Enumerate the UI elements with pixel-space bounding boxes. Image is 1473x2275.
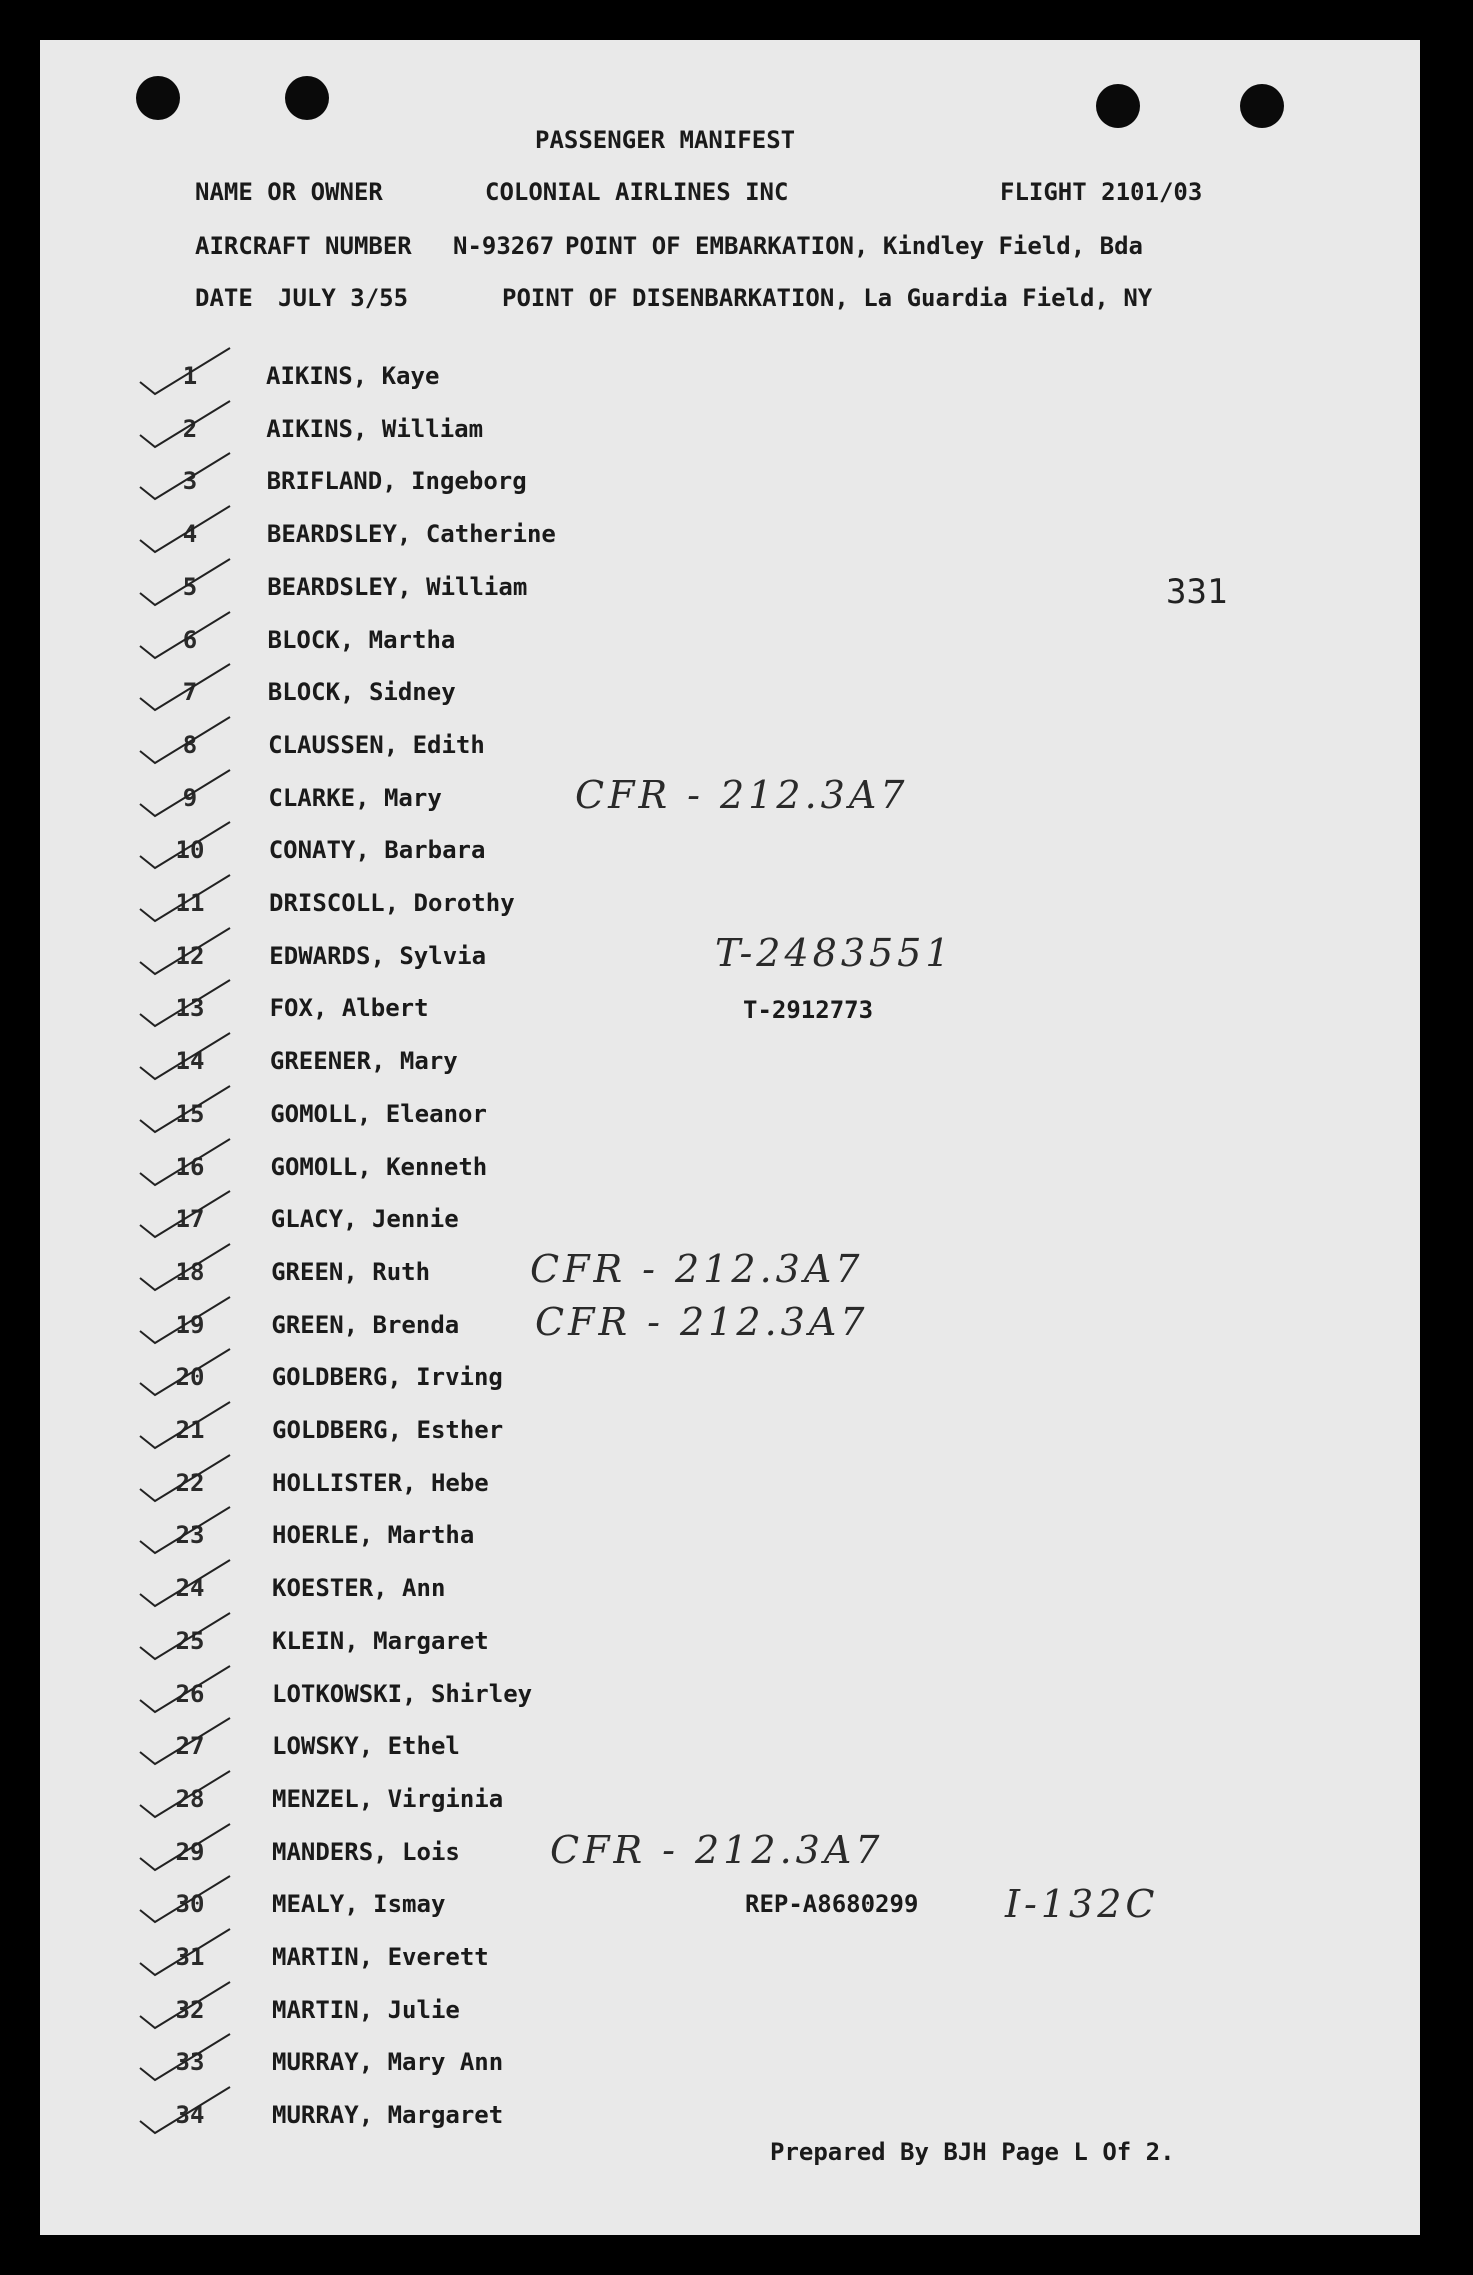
passenger-number: 24 bbox=[175, 1574, 205, 1602]
passenger-number: 12 bbox=[175, 942, 205, 970]
passenger-number: 9 bbox=[182, 784, 198, 812]
passenger-number: 7 bbox=[182, 678, 198, 706]
passenger-name: GOLDBERG, Esther bbox=[272, 1416, 504, 1444]
passenger-number: 10 bbox=[175, 836, 205, 864]
passenger-number: 1 bbox=[182, 362, 198, 390]
passenger-number: 17 bbox=[175, 1205, 205, 1233]
passenger-name: AIKINS, Kaye bbox=[266, 362, 440, 390]
passenger-number: 21 bbox=[175, 1416, 205, 1444]
passenger-number: 20 bbox=[175, 1363, 205, 1391]
passenger-number: 15 bbox=[175, 1100, 205, 1128]
passenger-number: 11 bbox=[175, 889, 205, 917]
embarkation: POINT OF EMBARKATION, Kindley Field, Bda bbox=[565, 232, 1143, 260]
punch-hole bbox=[136, 76, 180, 120]
passenger-name: MEALY, Ismay bbox=[272, 1890, 446, 1918]
passenger-number: 8 bbox=[182, 731, 198, 759]
annotation-rep: REP-A8680299 bbox=[745, 1890, 919, 1918]
passenger-number: 3 bbox=[182, 467, 198, 495]
passenger-number: 33 bbox=[175, 2048, 205, 2076]
passenger-number: 34 bbox=[175, 2101, 205, 2129]
passenger-number: 23 bbox=[175, 1521, 205, 1549]
annotation-code: I-132C bbox=[1005, 1882, 1159, 1926]
annotation-cfr: CFR - 212.3A7 bbox=[530, 1247, 864, 1291]
aircraft-label: AIRCRAFT NUMBER bbox=[195, 232, 412, 260]
passenger-number: 2 bbox=[182, 415, 198, 443]
annotation-ticket: T-2912773 bbox=[743, 996, 874, 1024]
flight-number: FLIGHT 2101/03 bbox=[1000, 178, 1203, 206]
page-stamp: 331 bbox=[1166, 572, 1228, 612]
passenger-name: MARTIN, Everett bbox=[272, 1943, 489, 1971]
passenger-number: 27 bbox=[175, 1732, 205, 1760]
passenger-number: 28 bbox=[175, 1785, 205, 1813]
passenger-name: MURRAY, Margaret bbox=[272, 2101, 504, 2129]
passenger-name: BLOCK, Sidney bbox=[267, 678, 456, 706]
passenger-number: 16 bbox=[175, 1153, 205, 1181]
passenger-number: 18 bbox=[175, 1258, 205, 1286]
passenger-name: BEARDSLEY, Catherine bbox=[266, 520, 556, 548]
manifest-page bbox=[40, 40, 1420, 2235]
passenger-name: HOLLISTER, Hebe bbox=[272, 1469, 489, 1497]
passenger-number: 4 bbox=[182, 520, 198, 548]
passenger-number: 5 bbox=[182, 573, 198, 601]
passenger-name: GOMOLL, Kenneth bbox=[270, 1153, 488, 1181]
annotation-cfr: CFR - 212.3A7 bbox=[550, 1828, 884, 1872]
passenger-name: CLAUSSEN, Edith bbox=[268, 731, 485, 759]
passenger-name: MARTIN, Julie bbox=[272, 1996, 460, 2024]
aircraft-number: N-93267 bbox=[453, 232, 555, 260]
owner-label: NAME OR OWNER bbox=[195, 178, 383, 206]
disembarkation: POINT OF DISENBARKATION, La Guardia Field, NY bbox=[502, 284, 1153, 312]
check-marks bbox=[40, 40, 1420, 2235]
annotation-cfr: CFR - 212.3A7 bbox=[575, 773, 909, 817]
passenger-number: 14 bbox=[175, 1047, 205, 1075]
passenger-name: MANDERS, Lois bbox=[272, 1838, 460, 1866]
passenger-name: GOLDBERG, Irving bbox=[271, 1363, 503, 1391]
passenger-name: LOWSKY, Ethel bbox=[272, 1732, 460, 1760]
passenger-number: 19 bbox=[175, 1311, 205, 1339]
passenger-name: MURRAY, Mary Ann bbox=[272, 2048, 504, 2076]
punch-hole bbox=[1240, 84, 1284, 128]
annotation-ticket: T-2483551 bbox=[715, 931, 954, 975]
footer-prepared-by: Prepared By BJH Page L Of 2. bbox=[770, 2138, 1175, 2166]
passenger-name: AIKINS, William bbox=[266, 415, 484, 443]
passenger-name: GLACY, Jennie bbox=[270, 1205, 459, 1233]
manifest-title: PASSENGER MANIFEST bbox=[535, 126, 796, 154]
flight-date: JULY 3/55 bbox=[278, 284, 409, 312]
passenger-name: MENZEL, Virginia bbox=[272, 1785, 504, 1813]
passenger-name: KLEIN, Margaret bbox=[272, 1627, 489, 1655]
passenger-name: BEARDSLEY, William bbox=[267, 573, 528, 601]
passenger-number: 13 bbox=[175, 994, 205, 1022]
passenger-name: GREENER, Mary bbox=[269, 1047, 458, 1075]
passenger-name: CONATY, Barbara bbox=[268, 836, 486, 864]
passenger-number: 32 bbox=[175, 1996, 205, 2024]
passenger-number: 29 bbox=[175, 1838, 205, 1866]
passenger-name: DRISCOLL, Dorothy bbox=[269, 889, 515, 917]
passenger-name: FOX, Albert bbox=[269, 994, 429, 1022]
passenger-number: 25 bbox=[175, 1627, 205, 1655]
passenger-name: KOESTER, Ann bbox=[272, 1574, 446, 1602]
passenger-number: 22 bbox=[175, 1469, 205, 1497]
punch-hole bbox=[285, 76, 329, 120]
passenger-number: 31 bbox=[175, 1943, 205, 1971]
annotation-cfr: CFR - 212.3A7 bbox=[535, 1300, 869, 1344]
passenger-name: BRIFLAND, Ingeborg bbox=[266, 467, 527, 495]
passenger-name: CLARKE, Mary bbox=[268, 784, 442, 812]
date-label: DATE bbox=[195, 284, 253, 312]
passenger-name: GREEN, Brenda bbox=[271, 1311, 460, 1339]
passenger-name: GOMOLL, Eleanor bbox=[270, 1100, 487, 1128]
owner-value: COLONIAL AIRLINES INC bbox=[485, 178, 789, 206]
passenger-number: 26 bbox=[175, 1680, 205, 1708]
passenger-number: 30 bbox=[175, 1890, 205, 1918]
passenger-name: GREEN, Ruth bbox=[271, 1258, 431, 1286]
punch-hole bbox=[1096, 84, 1140, 128]
passenger-name: BLOCK, Martha bbox=[267, 626, 456, 654]
passenger-name: EDWARDS, Sylvia bbox=[269, 942, 487, 970]
passenger-name: LOTKOWSKI, Shirley bbox=[272, 1680, 533, 1708]
passenger-name: HOERLE, Martha bbox=[272, 1521, 475, 1549]
passenger-number: 6 bbox=[182, 626, 198, 654]
